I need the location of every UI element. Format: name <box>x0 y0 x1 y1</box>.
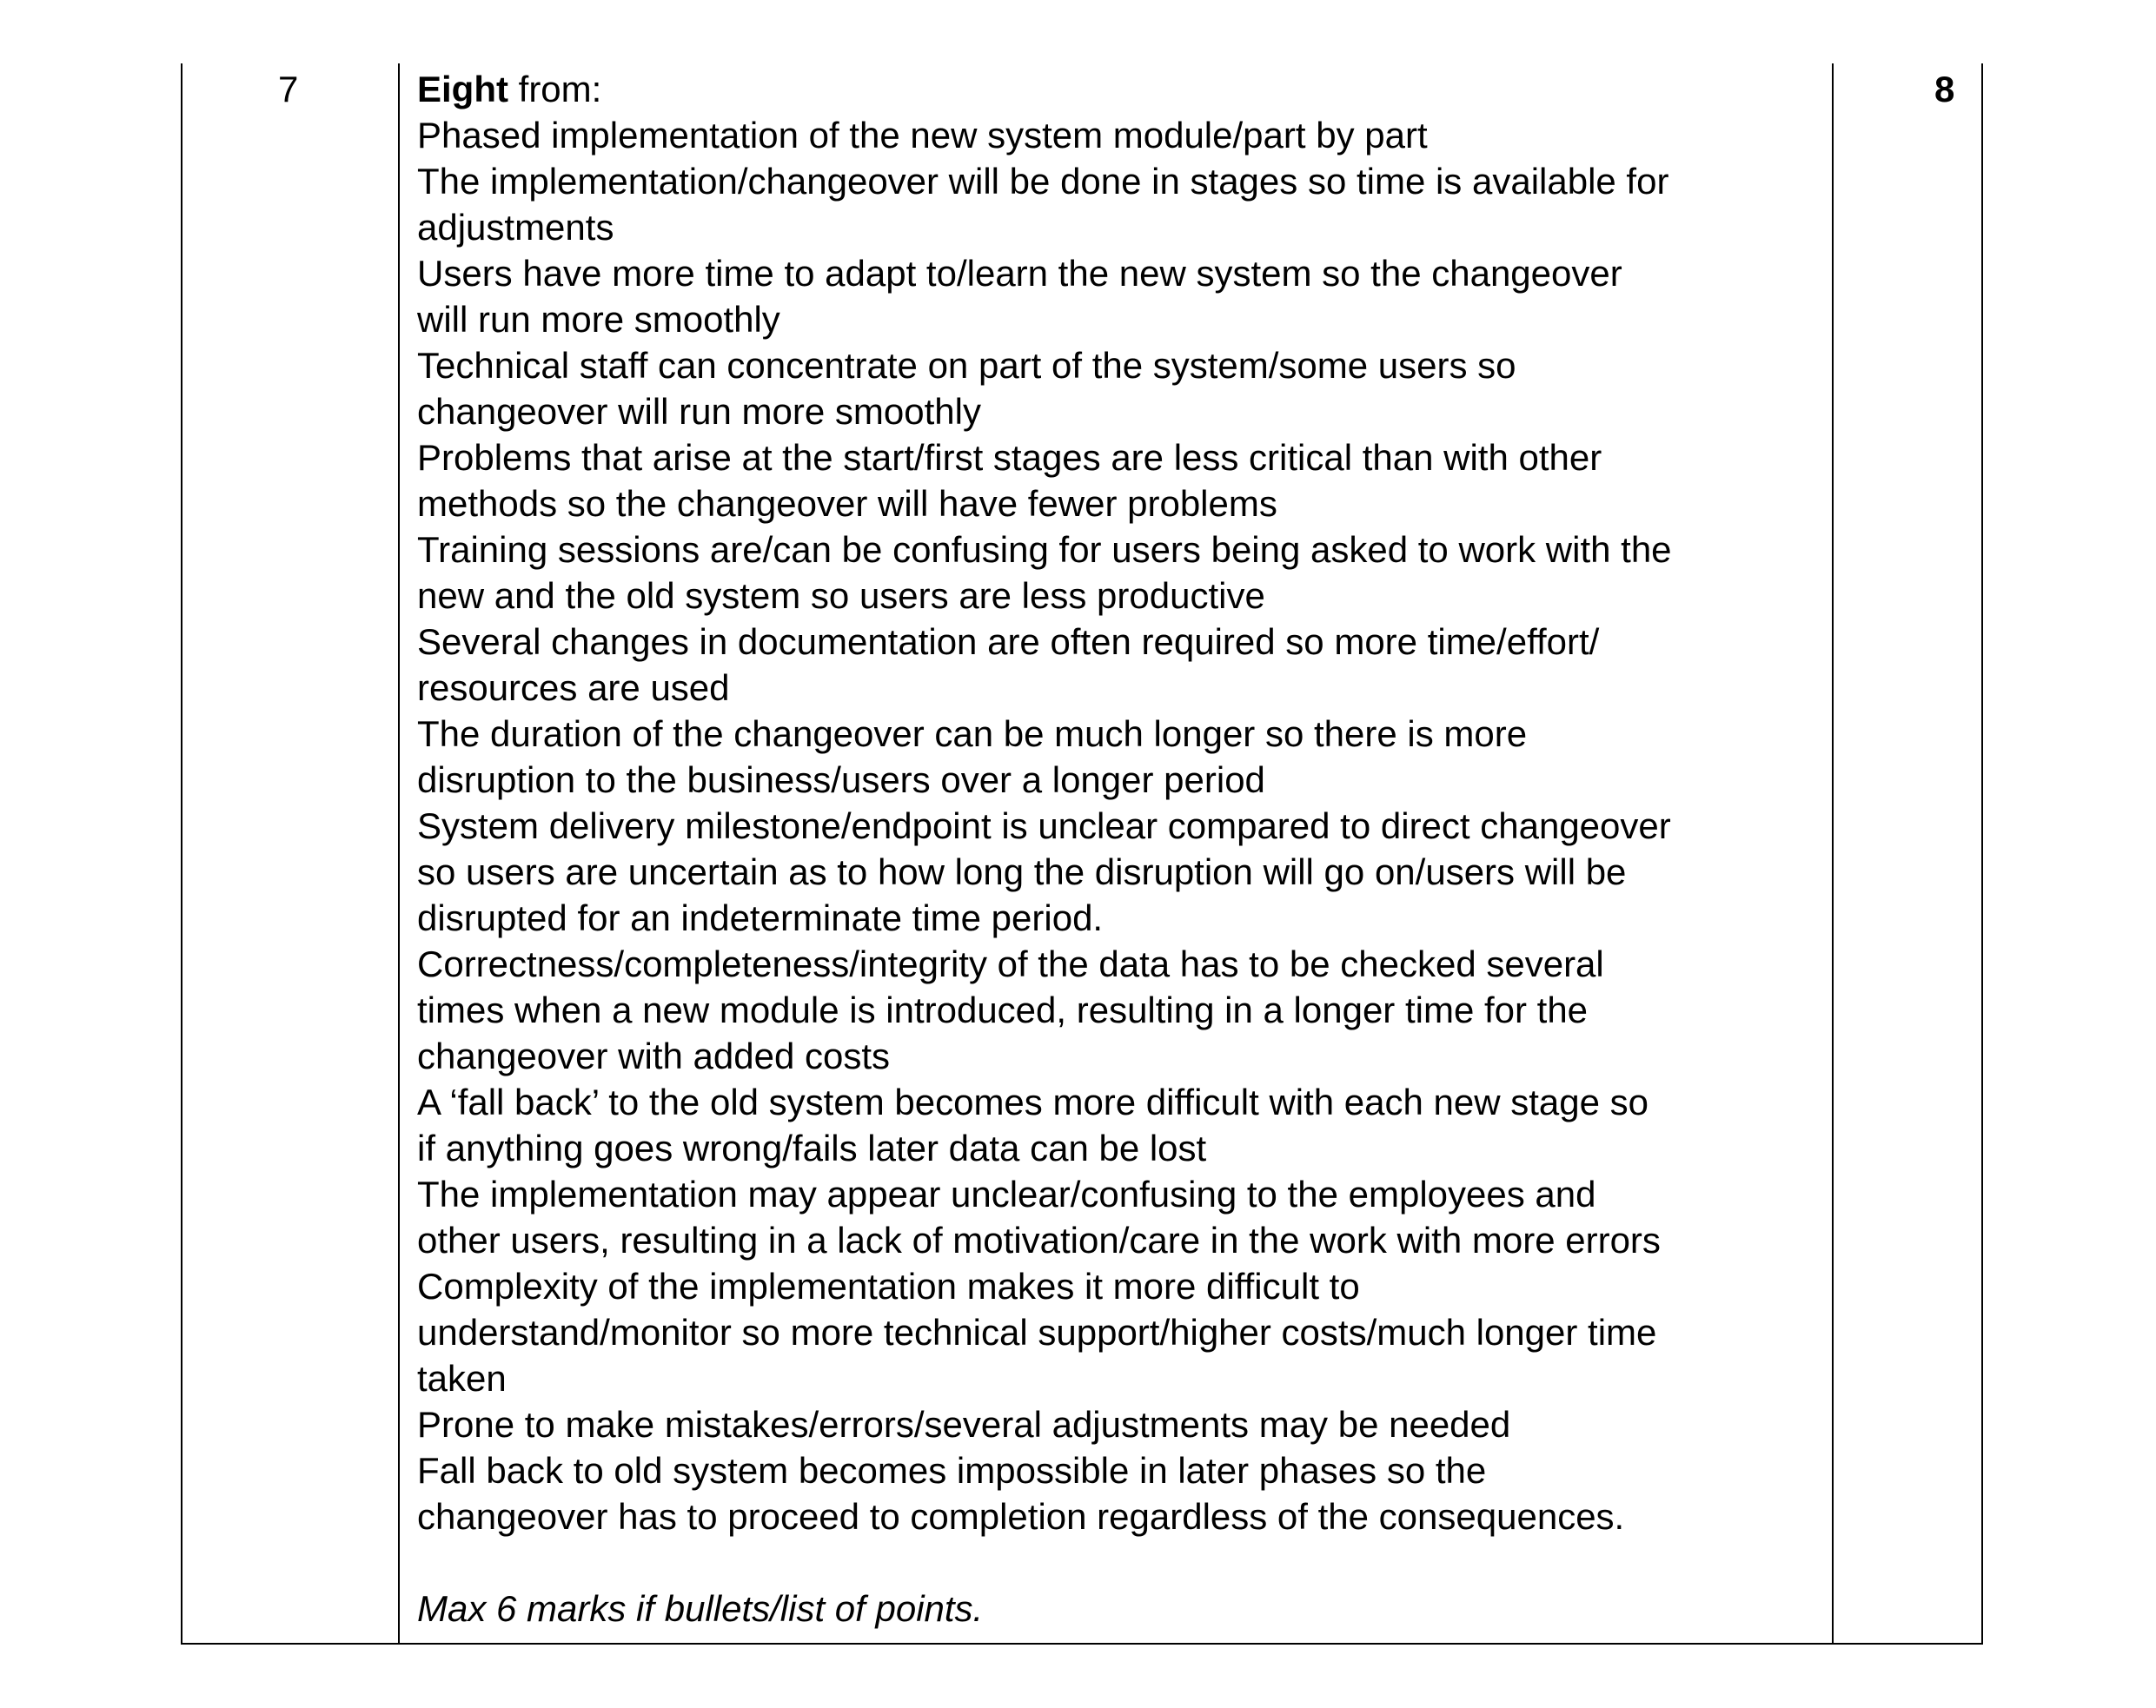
answer-intro-rest: from: <box>507 69 602 109</box>
answer-line: The implementation/changeover will be done in stages so time is available for <box>417 161 1669 202</box>
answer-line: changeover will run more smoothly <box>417 391 981 432</box>
answer-line: Fall back to old system becomes impossible in later phases so the <box>417 1450 1487 1491</box>
answer-line: System delivery milestone/endpoint is unclear compared to direct changeover <box>417 805 1671 846</box>
answer-line: Phased implementation of the new system module/part by part <box>417 115 1428 156</box>
answer-line: The duration of the changeover can be much longer so there is more <box>417 713 1528 754</box>
answer-line: other users, resulting in a lack of motivation/care in the work with more errors <box>417 1220 1661 1261</box>
answer-intro-bold: Eight <box>417 69 508 109</box>
marking-note: Max 6 marks if bullets/list of points. <box>417 1588 984 1629</box>
answer-line: so users are uncertain as to how long the disruption will go on/users will be <box>417 851 1627 892</box>
answer-line: taken <box>417 1358 507 1399</box>
answer-line: disruption to the business/users over a longer period <box>417 759 1265 800</box>
answer-line: resources are used <box>417 667 730 708</box>
answer-line: Several changes in documentation are often required so more time/effort/ <box>417 621 1600 662</box>
answer-line: Technical staff can concentrate on part of the system/some users so <box>417 345 1516 386</box>
answer-line: changeover with added costs <box>417 1036 891 1076</box>
answer-line: methods so the changeover will have fewer problems <box>417 483 1277 524</box>
answer-line: new and the old system so users are less productive <box>417 575 1265 616</box>
answer-line: Correctness/completeness/integrity of the data has to be checked several <box>417 943 1604 984</box>
answer-line: Prone to make mistakes/errors/several adjustments may be needed <box>417 1404 1511 1445</box>
answer-line: disrupted for an indeterminate time period. <box>417 897 1104 938</box>
table-border-bottom <box>181 1643 1983 1645</box>
answer-line: Users have more time to adapt to/learn the new system so the changeover <box>417 253 1622 294</box>
table-divider-question <box>398 63 400 1645</box>
marks-value: 8 <box>1934 69 1955 109</box>
answer-line: The implementation may appear unclear/confusing to the employees and <box>417 1174 1596 1215</box>
answer-line: adjustments <box>417 207 614 248</box>
table-border-left <box>181 63 182 1645</box>
question-number: 7 <box>278 69 299 109</box>
answer-intro <box>417 66 1808 112</box>
table-divider-marks <box>1832 63 1834 1645</box>
answer-line: if anything goes wrong/fails later data can be lost <box>417 1128 1207 1168</box>
answer-line: times when a new module is introduced, resulting in a longer time for the <box>417 990 1589 1030</box>
answer-line: understand/monitor so more technical support/higher costs/much longer time <box>417 1312 1657 1353</box>
answer-line: Training sessions are/can be confusing for users being asked to work with the <box>417 529 1672 570</box>
answer-line: changeover has to proceed to completion regardless of the consequences. <box>417 1496 1625 1537</box>
spacer <box>417 1539 1808 1586</box>
answer-line: A ‘fall back’ to the old system becomes more difficult with each new stage so <box>417 1082 1649 1122</box>
answer-cell <box>417 66 1808 1632</box>
table-border-right <box>1981 63 1983 1645</box>
answer-line: Problems that arise at the start/first stages are less critical than with other <box>417 437 1602 478</box>
answer-line: Complexity of the implementation makes it more difficult to <box>417 1266 1360 1307</box>
answer-line: will run more smoothly <box>417 299 780 340</box>
